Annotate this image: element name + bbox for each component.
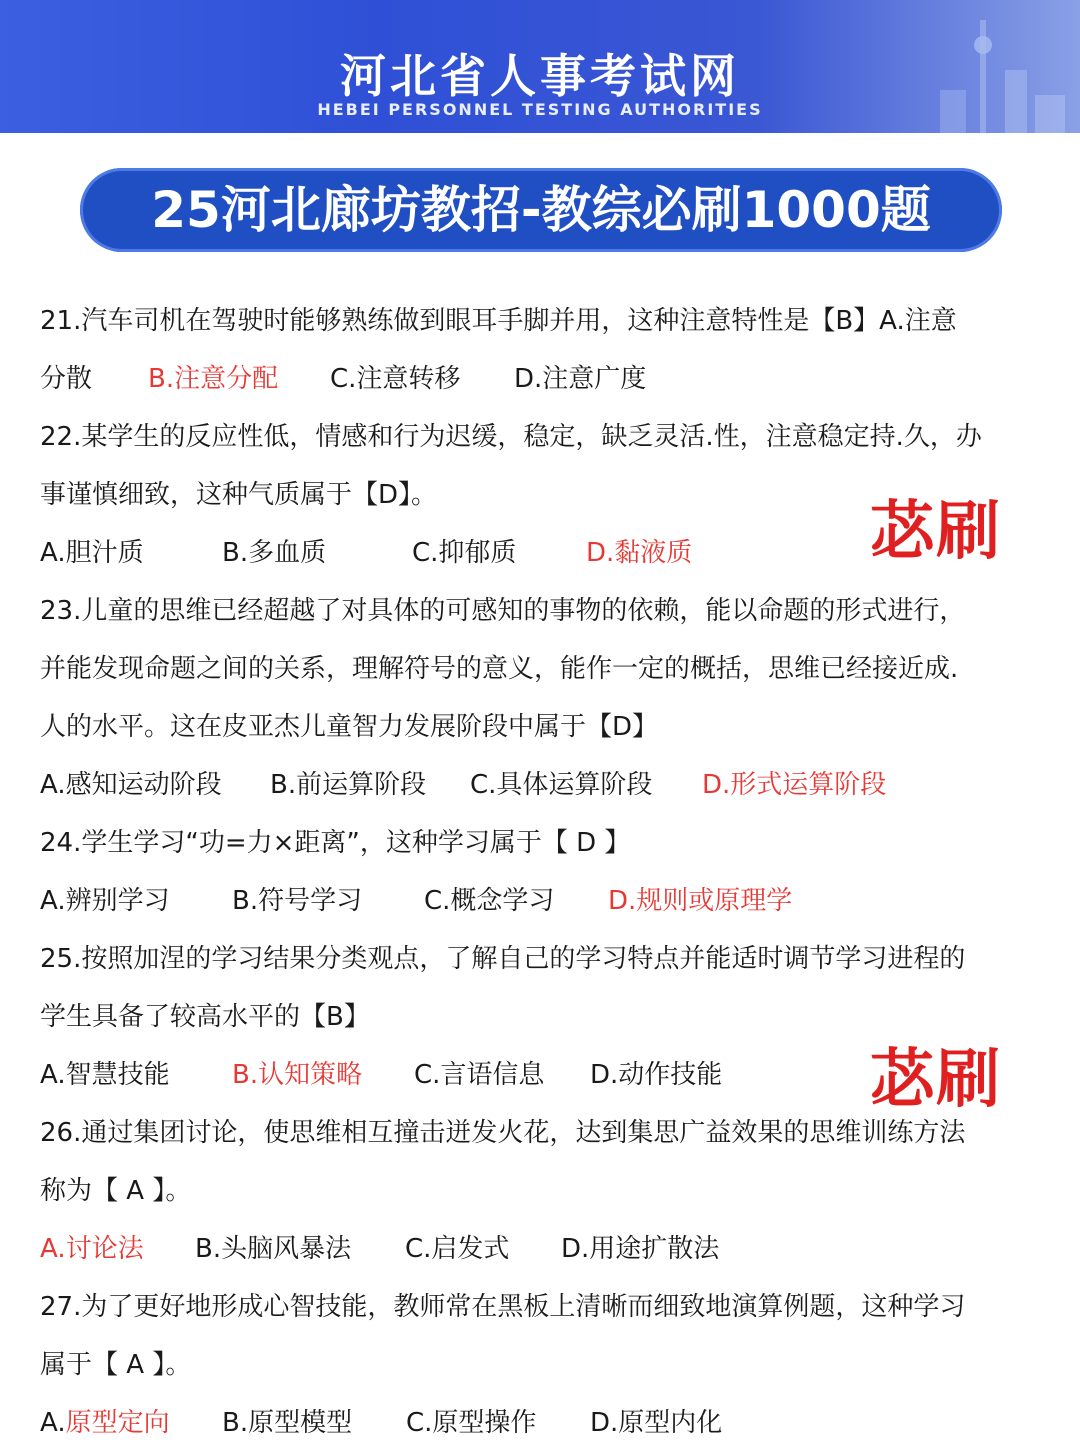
question-23-stem: 并能发现命题之间的关系，理解符号的意义，能作一定的概括，思维已经接近成. xyxy=(40,654,959,684)
stamp-mark: 苾刷 xyxy=(870,1042,1002,1117)
option-b: B.注意分配 xyxy=(148,364,279,394)
option-d: D.形式运算阶段 xyxy=(702,770,887,800)
option-a: A.智慧技能 xyxy=(40,1060,170,1090)
option-a: A.感知运动阶段 xyxy=(40,770,222,800)
option-d: D.黏液质 xyxy=(586,538,693,568)
question-22-stem: 22.某学生的反应性低，情感和行为迟缓，稳定，缺乏灵活.性，注意稳定持.久，办 xyxy=(40,422,982,452)
option-b: B.多血质 xyxy=(222,538,327,568)
option-b: B.前运算阶段 xyxy=(270,770,427,800)
question-25-options xyxy=(40,1046,1050,1104)
question-27-stem: 27.为了更好地形成心智技能，教师常在黑板上清晰而细致地演算例题，这种学习 xyxy=(40,1292,966,1322)
site-title: 河北省人事考试网 xyxy=(340,49,740,103)
question-23-options xyxy=(40,756,1050,814)
option-c: C.言语信息 xyxy=(414,1060,545,1090)
question-26-options xyxy=(40,1220,1050,1278)
question-23-stem: 23.儿童的思维已经超越了对具体的可感知的事物的依赖，能以命题的形式进行， xyxy=(40,596,966,626)
page-title: 25河北廊坊教招-教综必刷1000题 xyxy=(151,181,931,239)
question-24-options xyxy=(40,872,1050,930)
question-25-stem: 学生具备了较高水平的【B】 xyxy=(40,1002,370,1032)
question-22-stem: 事谨慎细致，这种气质属于【D】。 xyxy=(40,480,438,510)
option-d: D.用途扩散法 xyxy=(561,1234,720,1264)
option-b: B.原型模型 xyxy=(222,1408,353,1438)
option-d: D.注意广度 xyxy=(514,364,647,394)
question-22-options xyxy=(40,524,1050,582)
question-24-stem: 24.学生学习“功=力×距离”，这种学习属于【 D 】 xyxy=(40,828,631,858)
question-27-options xyxy=(40,1394,1050,1452)
option-c: C.注意转移 xyxy=(330,364,461,394)
option-a: A.辨别学习 xyxy=(40,886,170,916)
option-b: B.认知策略 xyxy=(232,1060,363,1090)
option-a-cont: 分散 xyxy=(40,364,93,394)
option-b: B.符号学习 xyxy=(232,886,363,916)
question-27-stem: 属于【 A 】。 xyxy=(40,1350,192,1380)
option-c: C.概念学习 xyxy=(424,886,555,916)
option-a: A.讨论法 xyxy=(40,1234,144,1264)
option-a xyxy=(40,1394,222,1452)
question-21-stem: 21.汽车司机在驾驶时能够熟练做到眼耳手脚并用，这种注意特性是【B】A.注意 xyxy=(40,306,957,336)
option-d: D.动作技能 xyxy=(590,1060,723,1090)
question-21-options xyxy=(40,350,1050,408)
option-c: C.抑郁质 xyxy=(412,538,517,568)
question-26-stem: 26.通过集团讨论，使思维相互撞击迸发火花，达到集思广益效果的思维训练方法 xyxy=(40,1118,966,1148)
option-c: C.原型操作 xyxy=(406,1408,537,1438)
option-d: D.原型内化 xyxy=(590,1408,723,1438)
option-a-text: 原型定向 xyxy=(65,1408,170,1438)
stamp-mark: 苾刷 xyxy=(870,494,1002,569)
question-25-stem: 25.按照加涅的学习结果分类观点，了解自己的学习特点并能适时调节学习进程的 xyxy=(40,944,966,974)
site-subtitle: HEBEI PERSONNEL TESTING AUTHORITIES xyxy=(317,100,763,119)
option-a: A.胆汁质 xyxy=(40,538,144,568)
option-c: C.启发式 xyxy=(405,1234,510,1264)
question-23-stem: 人的水平。这在皮亚杰儿童智力发展阶段中属于【D】 xyxy=(40,712,659,742)
option-a-letter: A. xyxy=(40,1408,66,1438)
title-pill xyxy=(80,168,1002,252)
header-banner xyxy=(0,0,1080,133)
option-b: B.头脑风暴法 xyxy=(195,1234,352,1264)
option-c: C.具体运算阶段 xyxy=(470,770,653,800)
question-26-stem: 称为【 A 】。 xyxy=(40,1176,192,1206)
option-d: D.规则或原理学 xyxy=(608,886,793,916)
question-list xyxy=(40,292,1050,1452)
